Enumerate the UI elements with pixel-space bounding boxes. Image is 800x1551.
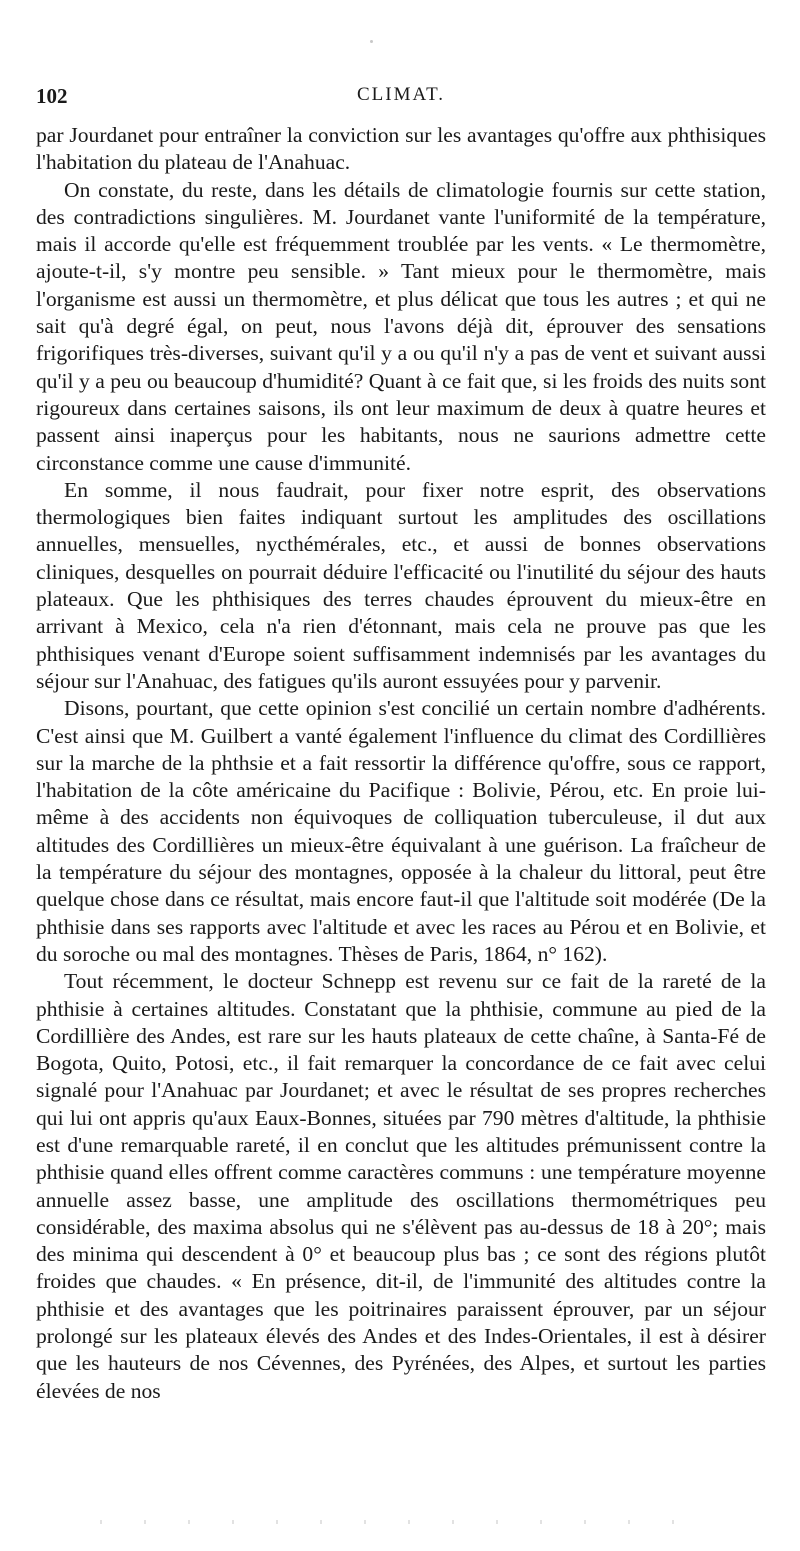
scan-artifact-dots	[100, 1520, 700, 1524]
page-header	[36, 84, 766, 114]
body-text	[36, 122, 766, 1405]
paragraph: Tout récemment, le docteur Schnepp est revenu sur ce fait de la rareté de la phthisie à certaines altitudes. Constatant que la phthisie, commune au pied de la Cordillière des Andes, est rare sur les hauts plateaux de cette chaîne, à Santa-Fé de Bogota, Quito, Potosi, etc., il fait remarquer la concordance de ce fait avec celui signalé pour l'Anahuac par Jourdanet; et avec le résultat de ses propres recherches qui lui ont appris qu'aux Eaux-Bonnes, situées par 790 mètres d'altitude, la phthisie est d'une remarquable rareté, il en conclut que les altitudes prémunissent contre la phthisie quand elles offrent comme caractères communs : une température moyenne annuelle assez basse, une amplitude des oscillations thermométriques peu considérable, des maxima absolus qui ne s'élèvent pas au-dessus de 18 à 20°; mais des minima qui descendent à 0° et beaucoup plus bas ; ce sont des régions plutôt froides que chaudes. « En présence, dit-il, de l'immunité des altitudes contre la phthisie et des avantages que les poitrinaires paraissent éprouver, par un séjour prolongé sur les plateaux élevés des Andes et des Indes-Orientales, il est à désirer que les hauteurs de nos Cévennes, des Pyrénées, des Alpes, et surtout les parties élevées de nos	[36, 969, 766, 1403]
paragraph: Disons, pourtant, que cette opinion s'est concilié un certain nombre d'adhérents. C'est ainsi que M. Guilbert a vanté également l'influence du climat des Cordillières sur la marche de la phthsie et a fait ressortir la différence qu'offre, sous ce rapport, l'habitation de la côte américaine du Pacifique : Bolivie, Pérou, etc. En proie lui-même à des accidents non équivoques de colliquation tuberculeuse, il dut aux altitudes des Cordillières un mieux-être équivalant à une guérison. La fraîcheur de la température du séjour des montagnes, opposée à la chaleur du littoral, peut être quelque chose dans ce résultat, mais encore faut-il que l'altitude soit modérée (De la phthisie dans ses rapports avec l'altitude et avec les races au Pérou et en Bolivie, et du soroche ou mal des montagnes. Thèses de Paris, 1864, n° 162).	[36, 696, 766, 966]
running-title: CLIMAT.	[356, 84, 446, 105]
paragraph: par Jourdanet pour entraîner la conviction sur les avantages qu'offre aux phthisiques l'habitation du plateau de l'Anahuac.	[36, 123, 766, 175]
paragraph: On constate, du reste, dans les détails de climatologie fournis sur cette station, des contradictions singulières. M. Jourdanet vante l'uniformité de la température, mais il accorde qu'elle est fréquemment troublée par les vents. « Le thermomètre, ajoute-t-il, s'y montre peu sensible. » Tant mieux pour le thermomètre, mais l'organisme est aussi un thermomètre, et plus délicat que tous les autres ; et qui ne sait qu'à degré égal, on peut, nous l'avons déjà dit, éprouver des sensations frigorifiques très-diverses, suivant qu'il y a ou qu'il n'y a pas de vent et suivant aussi qu'il y a peu ou beaucoup d'humidité? Quant à ce fait que, si les froids des nuits sont rigoureux dans certaines saisons, ils ont leur maximum de deux à quatre heures et passent ainsi inaperçus pour les habitants, nous ne saurions admettre cette circonstance comme une cause d'immunité.	[36, 177, 766, 475]
page-number: 102	[36, 84, 68, 108]
paragraph: En somme, il nous faudrait, pour fixer notre esprit, des observations thermologiques bien faites indiquant surtout les amplitudes des oscillations annuelles, mensuelles, nycthémérales, etc., et aussi de bonnes observations cliniques, desquelles on pourrait déduire l'efficacité ou l'inutilité du séjour des hauts plateaux. Que les phthisiques des terres chaudes éprouvent du mieux-être en arrivant à Mexico, cela n'a rien d'étonnant, mais cela ne prouve pas que les phthisiques venant d'Europe soient suffisamment indemnisés par les avantages du séjour sur l'Anahuac, des fatigues qu'ils auront essuyées pour y parvenir.	[36, 477, 766, 693]
page-speck	[370, 40, 373, 43]
